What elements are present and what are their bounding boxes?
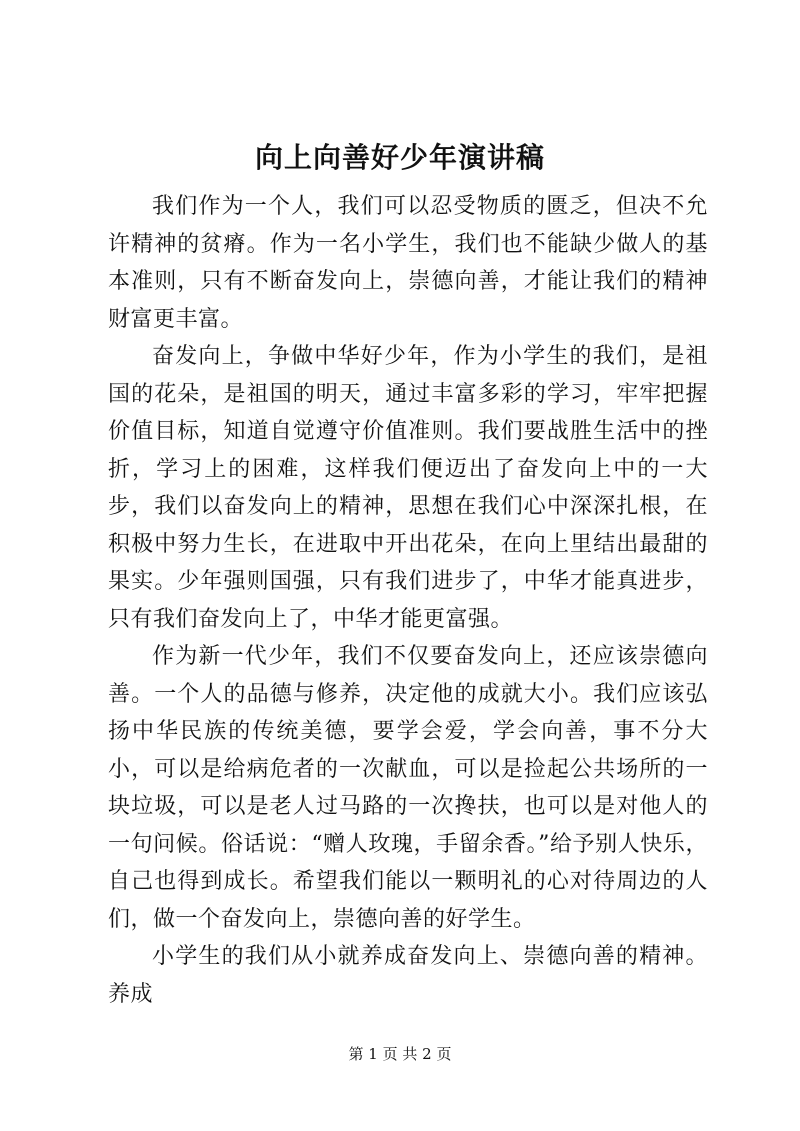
paragraph: 小学生的我们从小就养成奋发向上、崇德向善的精神。养成: [108, 944, 708, 1007]
paragraph: 奋发向上，争做中华好少年，作为小学生的我们，是祖国的花朵，是祖国的明天，通过丰富多彩的学习，牢牢把握价值目标，知道自觉遵守价值准则。我们要战胜生活中的挫折，学习上的困难，这样我们便迈出了奋发向上中的一大步，我们以奋发向上的精神，思想在我们心中深深扎根，在积极中努力生长，在进取中开出花朵，在向上里结出最甜的果实。少年强则国强，只有我们进步了，中华才能真进步，只有我们奋发向上了，中华才能更富强。: [108, 344, 708, 632]
paragraph: 我们作为一个人，我们可以忍受物质的匮乏，但决不允许精神的贫瘠。作为一名小学生，我们也不能缺少做人的基本准则，只有不断奋发向上，崇德向善，才能让我们的精神财富更丰富。: [108, 194, 708, 332]
page-number-footer: 第 1 页 共 2 页: [348, 1045, 452, 1063]
paragraph: 作为新一代少年，我们不仅要奋发向上，还应该崇德向善。一个人的品德与修养，决定他的成就大小。我们应该弘扬中华民族的传统美德，要学会爱，学会向善，事不分大小，可以是给病危者的一次献血，可以是捡起公共场所的一块垃圾，可以是老人过马路的一次搀扶，也可以是对他人的一句问候。俗话说：“赠人玫瑰，手留余香。”给予别人快乐，自己也得到成长。希望我们能以一颗明礼的心对待周边的人们，做一个奋发向上，崇德向善的好学生。: [108, 644, 708, 932]
document-body: [108, 188, 708, 1013]
document-title: 向上向善好少年演讲稿: [254, 141, 545, 174]
